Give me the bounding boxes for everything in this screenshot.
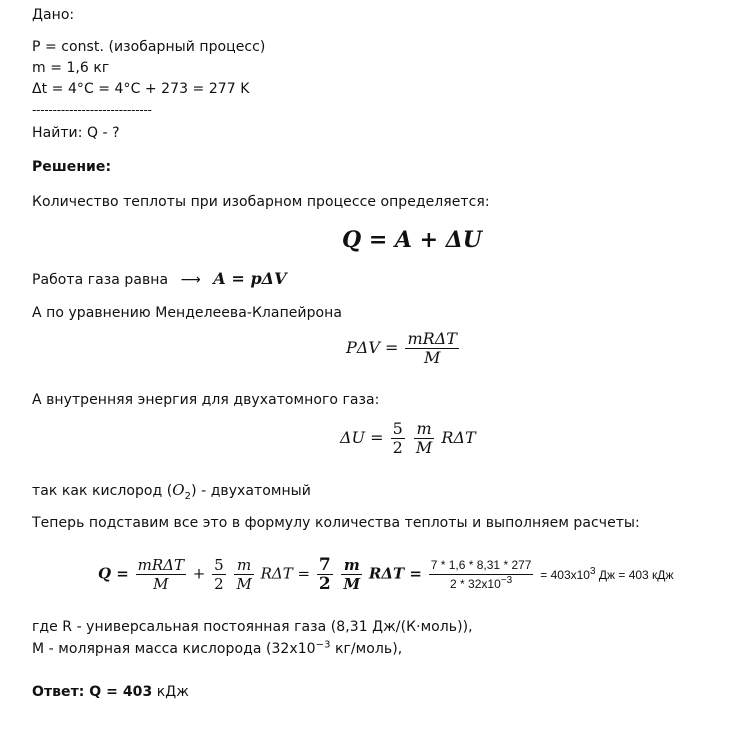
calc-result-prefix: = 403x10 <box>540 567 590 582</box>
calc-fraction-6 <box>429 556 534 593</box>
calculation-equation <box>98 556 673 593</box>
where-m-sup: −3 <box>315 639 331 651</box>
calc-fraction-1 <box>136 556 186 593</box>
mendeleev-equation <box>346 330 461 367</box>
arrow-icon: ⟶ <box>180 272 201 288</box>
where-m-line <box>32 640 402 658</box>
calc-result-sup: 3 <box>589 565 596 577</box>
energy-tail: RΔT <box>441 428 476 447</box>
energy-mass-fraction <box>414 420 434 457</box>
calc-fraction-2-num: 5 <box>214 556 224 574</box>
calc-fraction-4-den: 2 <box>318 574 331 594</box>
calc-fraction-4 <box>317 556 333 593</box>
calc-fraction-2 <box>212 556 226 593</box>
calc-fraction-6-den <box>429 574 534 593</box>
calc-fraction-3-den: M <box>236 575 252 593</box>
oxygen-note <box>32 480 311 500</box>
energy-lhs: ΔU = <box>340 428 384 447</box>
mendeleev-numerator: mRΔT <box>407 329 457 348</box>
oxygen-text-prefix: так как кислород ( <box>32 483 173 499</box>
answer-suffix: кДж <box>152 684 189 700</box>
mendeleev-fraction <box>405 330 458 367</box>
mendeleev-text: А по уравнению Менделеева-Клапейрона <box>32 305 342 321</box>
energy-text: А внутренняя энергия для двухатомного газа: <box>32 392 380 408</box>
answer-prefix: Ответ: Q = 403 <box>32 684 153 700</box>
calc-fraction-2-den: 2 <box>214 575 224 593</box>
where-m-suffix: кг/моль), <box>330 641 403 657</box>
where-r-line: где R - универсальная постоянная газа (8,31 Дж/(К·моль)), <box>32 619 473 635</box>
energy-mass-numerator: m <box>416 419 432 438</box>
calc-fraction-5 <box>341 556 362 593</box>
energy-mass-denominator: M <box>415 438 433 457</box>
oxygen-symbol: O <box>172 481 185 499</box>
oxygen-text-suffix: ) - двухатомный <box>191 483 311 499</box>
solution-heading: Решение: <box>32 159 112 175</box>
calc-fraction-3-num: m <box>237 556 252 574</box>
calc-fraction-6-den-sup: −3 <box>500 575 513 586</box>
energy-equation <box>340 420 476 457</box>
calc-plus: + <box>192 564 206 583</box>
calc-fraction-1-num: mRΔT <box>137 556 184 574</box>
given-temperature-line: Δt = 4°C = 4°C + 273 = 277 K <box>32 81 250 97</box>
work-text: Работа газа равна <box>32 272 169 288</box>
given-heading: Дано: <box>32 7 75 23</box>
calc-fraction-6-den-prefix: 2 * 32x10 <box>450 577 501 591</box>
calc-result-suffix: Дж = 403 кДж <box>598 567 674 582</box>
solution-intro: Количество теплоты при изобарном процессе определяется: <box>32 194 490 210</box>
answer-line <box>32 683 189 701</box>
given-divider: ----------------------------- <box>32 103 152 117</box>
calc-fraction-3 <box>234 556 253 593</box>
energy-coefficient-denominator: 2 <box>392 438 403 457</box>
calc-tail-1: RΔT = <box>260 564 311 583</box>
mendeleev-lhs: PΔV = <box>346 338 399 357</box>
energy-coefficient-fraction <box>391 420 405 457</box>
work-formula: A = pΔV <box>213 269 287 288</box>
find-line: Найти: Q - ? <box>32 125 120 141</box>
where-m-prefix: M - молярная масса кислорода (32x10 <box>32 641 316 657</box>
energy-coefficient-numerator: 5 <box>392 419 403 438</box>
calc-fraction-5-den: M <box>343 575 361 593</box>
calc-fraction-1-den: M <box>136 574 186 593</box>
given-mass-line: m = 1,6 кг <box>32 60 110 76</box>
given-pressure-line: P = const. (изобарный процесс) <box>32 39 266 55</box>
calc-result <box>540 565 674 582</box>
work-line <box>32 269 287 289</box>
main-formula: Q = A + ΔU <box>342 227 482 253</box>
calc-tail-2: RΔT = <box>368 564 422 583</box>
calc-fraction-5-num: m <box>343 556 360 574</box>
mendeleev-denominator: M <box>405 348 458 367</box>
calc-fraction-6-num: 7 * 1,6 * 8,31 * 277 <box>430 558 532 572</box>
calculation-text: Теперь подставим все это в формулу количества теплоты и выполняем расчеты: <box>32 515 640 531</box>
oxygen-subscript: 2 <box>184 490 192 502</box>
calc-q: Q = <box>98 564 129 583</box>
calc-fraction-4-num: 7 <box>318 555 331 575</box>
